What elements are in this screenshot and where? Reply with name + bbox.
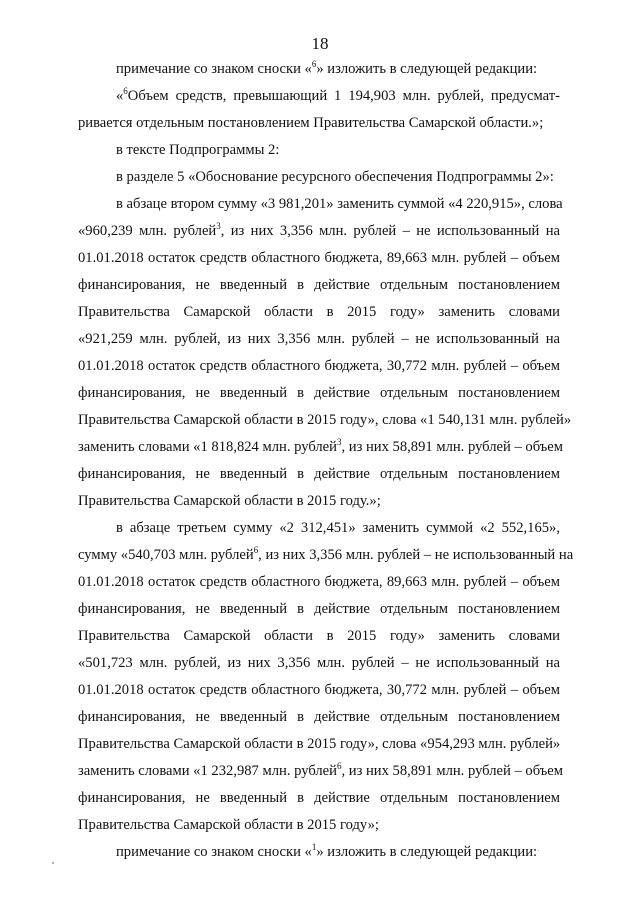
text-line: финансирования, не введенный в действие отдельным постановлением xyxy=(78,466,560,482)
text-line: в тексте Подпрограммы 2: xyxy=(116,142,280,158)
text-line: финансирования, не введенный в действие отдельным постановлением xyxy=(78,790,560,806)
text-line: «921,259 млн. рублей, из них 3,356 млн. рублей – не использованный на xyxy=(78,331,560,347)
text-line: Правительства Самарской области в 2015 году» заменить словами xyxy=(78,628,560,644)
scan-speck xyxy=(538,850,539,851)
text-line: в абзаце третьем сумму «2 312,451» заменить суммой «2 552,165», xyxy=(116,520,560,536)
text-line: Правительства Самарской области в 2015 году», слова «1 540,131 млн. рублей» xyxy=(78,412,572,428)
text-line: «501,723 млн. рублей, из них 3,356 млн. рублей – не использованный на xyxy=(78,655,560,671)
text-line: примечание со знаком сноски «$^1$» изложить в следующей редакции: xyxy=(116,842,538,860)
text-line: «960,239 млн. рублей$^3$, из них 3,356 млн. рублей – не использованный на xyxy=(78,221,560,239)
text-line: финансирования, не введенный в действие отдельным постановлением xyxy=(78,601,560,617)
text-line: 01.01.2018 остаток средств областного бюджета, 89,663 млн. рублей – объем xyxy=(78,574,560,590)
text-line: Правительства Самарской области в 2015 году.»; xyxy=(78,493,381,509)
text-line: 01.01.2018 остаток средств областного бюджета, 89,663 млн. рублей – объем xyxy=(78,250,560,266)
text-line: заменить словами «1 232,987 млн. рублей$^6$, из них 58,891 млн. рублей – объем xyxy=(78,761,564,779)
text-line: сумму «540,703 млн. рублей$^6$, из них 3,356 млн. рублей – не использованный на xyxy=(78,545,574,563)
text-line: финансирования, не введенный в действие отдельным постановлением xyxy=(78,385,560,401)
text-line: ривается отдельным постановлением Правительства Самарской области.»; xyxy=(78,115,544,131)
text-line: примечание со знаком сноски «$^6$» изложить в следующей редакции: xyxy=(116,59,538,77)
text-line: 01.01.2018 остаток средств областного бюджета, 30,772 млн. рублей – объем xyxy=(78,682,560,698)
text-line: 01.01.2018 остаток средств областного бюджета, 30,772 млн. рублей – объем xyxy=(78,358,560,374)
text-line: заменить словами «1 818,824 млн. рублей$^3$, из них 58,891 млн. рублей – объем xyxy=(78,437,564,455)
text-line: Правительства Самарской области в 2015 году», слова «954,293 млн. рублей» xyxy=(78,736,561,752)
text-line: в абзаце втором сумму «3 981,201» заменить суммой «4 220,915», слова xyxy=(116,196,563,212)
text-line: Правительства Самарской области в 2015 году» заменить словами xyxy=(78,304,560,320)
text-line: «$^6$Объем средств, превышающий 1 194,903 млн. рублей, предусмат- xyxy=(116,86,560,104)
page-number: 18 xyxy=(311,34,329,53)
text-line: финансирования, не введенный в действие отдельным постановлением xyxy=(78,277,560,293)
text-line: финансирования, не введенный в действие отдельным постановлением xyxy=(78,709,560,725)
scan-speck xyxy=(52,862,54,864)
text-line: в разделе 5 «Обоснование ресурсного обеспечения Подпрограммы 2»: xyxy=(116,169,554,185)
text-line: Правительства Самарской области в 2015 году»; xyxy=(78,817,379,833)
